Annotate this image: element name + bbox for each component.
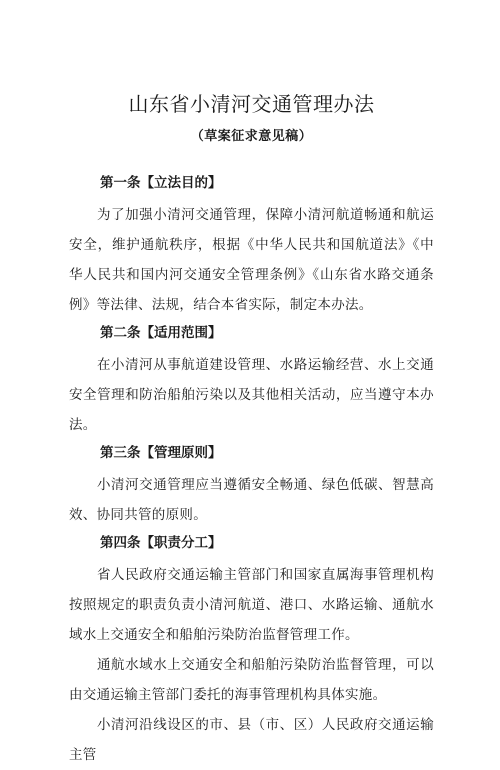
article-heading: 第四条【职责分工】 — [100, 535, 222, 551]
document-subtitle: （草案征求意见稿） — [190, 129, 313, 144]
article-paragraph: 小清河沿线设区的市、县（市、区）人民政府交通运输主管 — [69, 717, 434, 763]
article-paragraph: 通航水域水上交通安全和船舶污染防治监督管理，可以由交通运输主管部门委托的海事管理机构具体实施。 — [69, 657, 434, 703]
article-4 — [69, 534, 434, 770]
article-3 — [69, 444, 434, 530]
article-heading: 第二条【适用范围】 — [100, 325, 222, 341]
article-heading: 第一条【立法目的】 — [100, 175, 222, 191]
article-paragraph: 为了加强小清河交通管理，保障小清河航道畅通和航运安全，维护通航秩序，根据《中华人民共和国航道法》《中华人民共和国内河交通安全管理条例》《山东省水路交通条例》等法律、法规，结合本省实际，制定本办法。 — [69, 207, 434, 313]
article-paragraph: 省人民政府交通运输主管部门和国家直属海事管理机构按照规定的职责负责小清河航道、港口、水路运输、通航水域水上交通安全和船舶污染防治监督管理工作。 — [69, 567, 434, 643]
article-paragraph: 小清河交通管理应当遵循安全畅通、绿色低碳、智慧高效、协同共管的原则。 — [69, 477, 434, 523]
article-2 — [69, 324, 434, 440]
articles-list — [69, 174, 434, 770]
article-1 — [69, 174, 434, 320]
document-title: 山东省小清河交通管理办法 — [128, 92, 375, 116]
article-heading: 第三条【管理原则】 — [100, 445, 222, 461]
article-paragraph: 在小清河从事航道建设管理、水路运输经营、水上交通安全管理和防治船舶污染以及其他相关活动，应当遵守本办法。 — [69, 357, 434, 433]
